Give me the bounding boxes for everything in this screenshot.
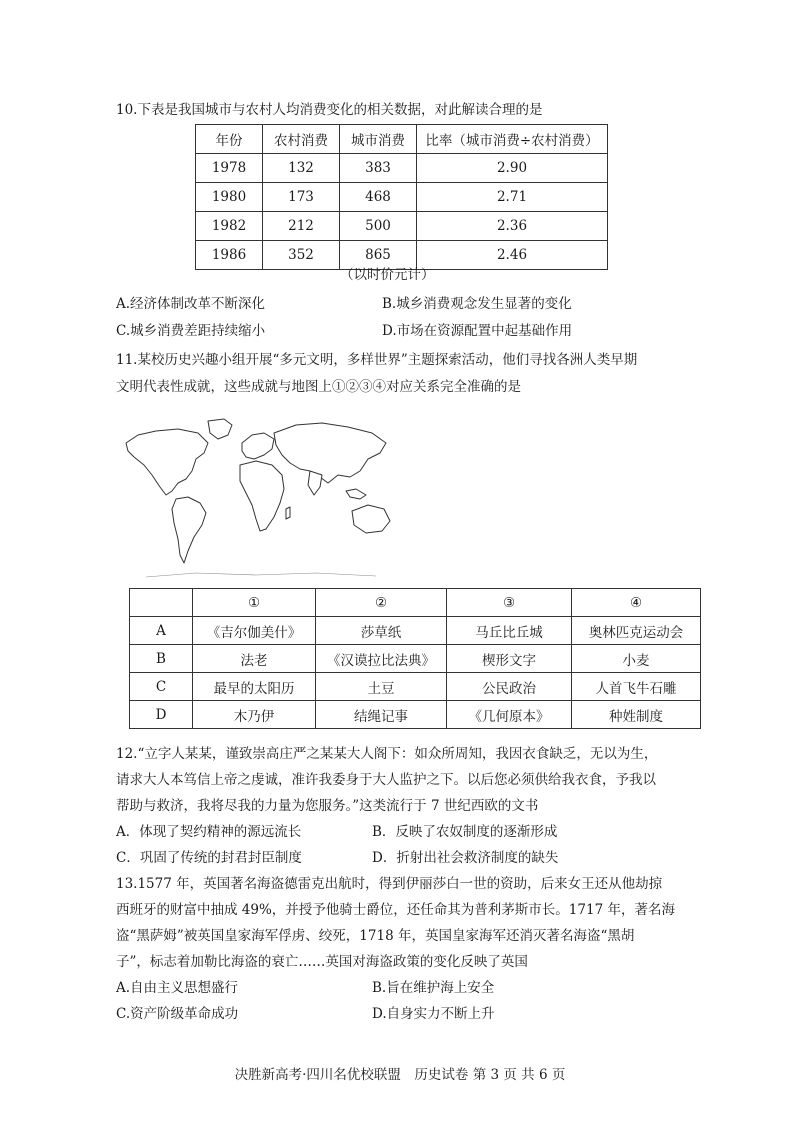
q10-stem: 10.下表是我国城市与农村人均消费变化的相关数据，对此解读合理的是	[116, 102, 543, 118]
north-america-shape	[126, 429, 208, 495]
table-cell: 小麦	[572, 645, 701, 673]
table-row	[130, 673, 701, 701]
table-cell: 奥林匹克运动会	[572, 617, 701, 645]
table-cell: 马丘比丘城	[447, 617, 572, 645]
q10-option-d: D.市场在资源配置中起基础作用	[382, 323, 573, 339]
table-cell: 468	[340, 183, 417, 212]
table-note: （以时价元计）	[340, 267, 435, 283]
q13-stem-line1: 13.1577 年，英国著名海盗德雷克出航时，得到伊丽莎白一世的资助，后来女王还从他劫掠	[116, 876, 663, 892]
q12-stem-line3: 帮助与救济，我将尽我的力量为您服务。”这类流行于 7 世纪西欧的文书	[116, 798, 539, 814]
south-america-shape	[172, 497, 206, 563]
india-shape	[308, 471, 322, 495]
table-row	[130, 617, 701, 645]
table-cell: 2.71	[417, 183, 608, 212]
table-header-row	[130, 589, 701, 617]
header-cell: 农村消费	[263, 125, 340, 154]
table-cell: 173	[263, 183, 340, 212]
table-cell: 楔形文字	[447, 645, 572, 673]
table-cell: 土豆	[316, 673, 447, 701]
europe-shape	[242, 433, 274, 459]
header-cell: ①	[193, 589, 316, 617]
table-cell: 最早的太阳历	[193, 673, 316, 701]
q13-option-d: D.自身实力不断上升	[372, 1006, 495, 1022]
q10-option-c: C.城乡消费差距持续缩小	[116, 323, 266, 339]
table-cell: B	[130, 645, 193, 673]
table-cell: 1986	[196, 241, 263, 270]
q12-option-b: B．反映了农奴制度的逐渐形成	[372, 824, 558, 840]
table-cell: 莎草纸	[316, 617, 447, 645]
table-cell: 《几何原本》	[447, 701, 572, 729]
table-cell: 2.36	[417, 212, 608, 241]
table-cell: D	[130, 701, 193, 729]
q12-stem-line2: 请求大人本笃信上帝之虔诚，准许我委身于大人监护之下。以后您必须供给我衣食，予我以	[116, 772, 656, 788]
q13-option-b: B.旨在维护海上安全	[372, 980, 495, 996]
table-cell: 1982	[196, 212, 263, 241]
table-cell: 865	[340, 241, 417, 270]
header-cell: 比率（城市消费÷农村消费）	[417, 125, 608, 154]
table-cell: 《汉谟拉比法典》	[316, 645, 447, 673]
greenland-shape	[208, 419, 232, 439]
q12-option-d: D．折射出社会救济制度的缺失	[372, 850, 559, 866]
q10-option-a: A.经济体制改革不断深化	[116, 296, 266, 312]
table-header-row	[196, 125, 608, 154]
q12-stem-line1: 12.“立字人某某，谨致崇高庄严之某某大人阁下：如众所周知，我因衣食缺乏，无以为生，	[116, 746, 658, 762]
table-cell: 种姓制度	[572, 701, 701, 729]
table-cell: A	[130, 617, 193, 645]
table-row	[130, 645, 701, 673]
header-cell: ③	[447, 589, 572, 617]
q10-option-b: B.城乡消费观念发生显著的变化	[382, 296, 572, 312]
table-cell: 木乃伊	[193, 701, 316, 729]
header-cell: 城市消费	[340, 125, 417, 154]
q13-stem-line2: 西班牙的财富中抽成 49%，并授予他骑士爵位，还任命其为普利茅斯市长。1717 年，著名海	[116, 902, 675, 918]
table-cell: 2.90	[417, 154, 608, 183]
table-cell: 公民政治	[447, 673, 572, 701]
table-cell: 1980	[196, 183, 263, 212]
table-cell: 383	[340, 154, 417, 183]
header-cell: ②	[316, 589, 447, 617]
header-cell: ④	[572, 589, 701, 617]
table-cell: 法老	[193, 645, 316, 673]
table-row	[196, 212, 608, 241]
q12-option-c: C．巩固了传统的封君封臣制度	[116, 850, 302, 866]
madagascar-shape	[286, 507, 290, 519]
header-cell: 年份	[196, 125, 263, 154]
table-cell: 352	[263, 241, 340, 270]
q13-stem-line3: 盗“黑萨姆”被英国皇家海军俘虏、绞死，1718 年，英国皇家海军还消灭著名海盗“黑胡	[116, 928, 635, 944]
africa-shape	[240, 461, 284, 531]
asia-shape	[274, 423, 386, 483]
table-cell: 212	[263, 212, 340, 241]
q12-option-a: A．体现了契约精神的源远流长	[116, 824, 302, 840]
header-cell	[130, 589, 193, 617]
q13-stem-line4: 子”，标志着加勒比海盗的衰亡……英国对海盗政策的变化反映了英国	[116, 954, 528, 970]
table-cell: C	[130, 673, 193, 701]
table-cell: 结绳记事	[316, 701, 447, 729]
world-map-image	[116, 413, 406, 583]
table-cell: 132	[263, 154, 340, 183]
q10-table	[195, 124, 608, 270]
table-cell: 500	[340, 212, 417, 241]
q13-option-c: C.资产阶级革命成功	[116, 1006, 239, 1022]
table-cell: 人首飞牛石雕	[572, 673, 701, 701]
islands-shape	[346, 489, 366, 499]
q11-stem-line2: 文明代表性成就，这些成就与地图上①②③④对应关系完全准确的是	[116, 379, 521, 395]
table-cell: 2.46	[417, 241, 608, 270]
table-cell: 1978	[196, 154, 263, 183]
table-cell: 《吉尔伽美什》	[193, 617, 316, 645]
q13-option-a: A.自由主义思想盛行	[116, 980, 239, 996]
table-row	[130, 701, 701, 729]
antarctica-shape	[146, 573, 376, 577]
australia-shape	[352, 505, 390, 533]
q11-table	[129, 588, 701, 729]
table-row	[196, 154, 608, 183]
page-footer: 决胜新高考·四川名优校联盟 历史试卷 第 3 页 共 6 页	[234, 1067, 566, 1083]
q11-stem-line1: 11.某校历史兴趣小组开展“多元文明，多样世界”主题探索活动，他们寻找各洲人类早期	[116, 352, 638, 368]
table-row	[196, 183, 608, 212]
